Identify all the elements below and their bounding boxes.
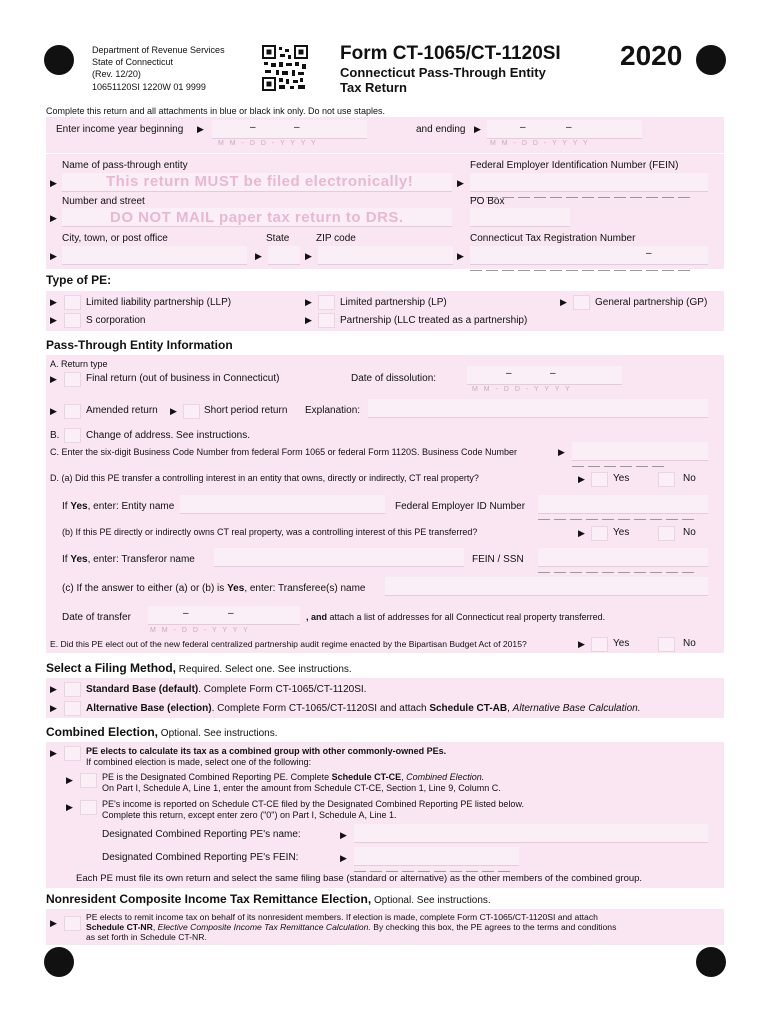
dissolution-label: Date of dissolution: — [351, 373, 437, 384]
return-type-label: A. Return type — [50, 359, 108, 369]
arrow-icon: ▶ — [50, 297, 57, 307]
pte-info-heading: Pass-Through Entity Information — [46, 338, 233, 352]
fein-digit-slots — [538, 560, 698, 568]
arrow-icon: ▶ — [305, 251, 312, 261]
date-separator: – — [506, 368, 512, 379]
explanation-label: Explanation: — [305, 405, 361, 416]
qr-code-icon — [262, 45, 308, 91]
date-separator: – — [228, 608, 234, 619]
llp-checkbox[interactable] — [64, 295, 81, 310]
entity-name-label: Name of pass-through entity — [62, 160, 188, 171]
ink-instructions: Complete this return and all attachments in blue or black ink only. Do not use staples. — [46, 106, 386, 116]
amended-return-label: Amended return — [86, 405, 158, 416]
designated-pe-label: PE is the Designated Combined Reporting PE. Complete Schedule CT-CE, Combined Election. — [102, 772, 485, 782]
arrow-icon: ▶ — [197, 124, 204, 134]
arrow-icon: ▶ — [170, 406, 177, 416]
member-pe-label: PE's income is reported on Schedule CT-CE filed by the Designated Combined Reporting PE listed below. — [102, 799, 524, 809]
member-pe-line2: Complete this return, except enter zero ("0") on Part I, Schedule A, Line 1. — [102, 810, 397, 820]
arrow-icon: ▶ — [457, 178, 464, 188]
revision: (Rev. 12/20) — [92, 69, 141, 79]
date-separator: – — [250, 122, 256, 133]
income-year-begin-input[interactable] — [212, 120, 367, 139]
fein-label: Federal Employer Identification Number (FEIN) — [470, 160, 679, 171]
date-transfer-input[interactable] — [148, 606, 300, 625]
zip-input[interactable] — [318, 246, 453, 265]
nonresident-line2: Schedule CT-NR, Elective Composite Income Tax Remittance Calculation. By checking this box, the PE agrees to the terms and conditions — [86, 922, 617, 932]
short-period-label: Short period return — [204, 405, 288, 416]
transfer-entity-name-input[interactable] — [180, 495, 385, 514]
street-label: Number and street — [62, 196, 145, 207]
fed-emp-id-label: Federal Employer ID Number — [395, 501, 526, 512]
arrow-icon: ▶ — [578, 474, 585, 484]
arrow-icon: ▶ — [50, 374, 57, 384]
s-corp-label: S corporation — [86, 315, 146, 326]
yes-label: Yes — [613, 473, 630, 484]
dept-name: Department of Revenue Services — [92, 45, 225, 55]
lp-checkbox[interactable] — [318, 295, 335, 310]
item-b-letter: B. — [50, 430, 60, 441]
combined-group-note: Each PE must file its own return and select the same filing base (standard or alternative) as the other members of the combined group. — [76, 873, 643, 884]
ct-reg-separator: – — [646, 248, 652, 259]
arrow-icon: ▶ — [340, 830, 347, 840]
combined-election-heading: Combined Election, Optional. See instructions. — [46, 725, 278, 739]
registration-mark-top-right — [696, 45, 726, 75]
city-input[interactable] — [62, 246, 247, 265]
designated-pe-checkbox[interactable] — [80, 773, 97, 788]
arrow-icon: ▶ — [50, 178, 57, 188]
no-label: No — [683, 527, 696, 538]
income-year-begin-label: Enter income year beginning — [56, 124, 184, 135]
business-code-label: C. Enter the six-digit Business Code Number from federal Form 1065 or federal Form 1120S. Business Code Number — [50, 447, 518, 457]
fein-digit-slots — [354, 859, 514, 867]
arrow-icon: ▶ — [457, 251, 464, 261]
combined-election-subtext: If combined election is made, select one of the following: — [86, 757, 312, 767]
nonresident-line3: as set forth in Schedule CT-NR. — [86, 932, 207, 942]
bba-yes-checkbox[interactable] — [591, 637, 608, 652]
arrow-icon: ▶ — [66, 802, 73, 812]
arrow-icon: ▶ — [50, 315, 57, 325]
nonresident-line1: PE elects to remit income tax on behalf of its nonresident members. If election is made, complete Form CT-1065/CT-1120SI and attach — [86, 912, 598, 922]
arrow-icon: ▶ — [50, 213, 57, 223]
arrow-icon: ▶ — [560, 297, 567, 307]
arrow-icon: ▶ — [50, 748, 57, 758]
transferor-name-label: If Yes, enter: Transferor name — [62, 554, 195, 565]
no-label: No — [683, 473, 696, 484]
transfer-a-no-checkbox[interactable] — [658, 472, 675, 487]
s-corp-checkbox[interactable] — [64, 313, 81, 328]
state-label: State — [266, 233, 290, 244]
transfer-a-yes-checkbox[interactable] — [591, 472, 608, 487]
arrow-icon: ▶ — [558, 447, 565, 457]
type-pe-heading: Type of PE: — [46, 273, 112, 287]
arrow-icon: ▶ — [50, 703, 57, 713]
arrow-icon: ▶ — [50, 684, 57, 694]
explanation-input[interactable] — [368, 399, 708, 418]
income-year-end-input[interactable] — [487, 120, 642, 139]
state-input[interactable] — [268, 246, 300, 265]
gp-checkbox[interactable] — [573, 295, 590, 310]
arrow-icon: ▶ — [50, 918, 57, 928]
dcr-pe-name-label: Designated Combined Reporting PE's name: — [102, 829, 301, 840]
form-subtitle-2: Tax Return — [340, 80, 407, 95]
registration-mark-bottom-right — [696, 947, 726, 977]
alternative-base-checkbox[interactable] — [64, 701, 81, 716]
po-box-label: PO Box — [470, 196, 505, 207]
designated-pe-line2: On Part I, Schedule A, Line 1, enter the amount from Schedule CT-CE, Section 1, Line 9, Column C. — [102, 783, 501, 793]
final-return-checkbox[interactable] — [64, 372, 81, 387]
date-format-hint: M M - D D - Y Y Y Y — [150, 627, 250, 634]
standard-base-label: Standard Base (default). Complete Form CT-1065/CT-1120SI. — [86, 684, 367, 695]
city-label: City, town, or post office — [62, 233, 168, 244]
arrow-icon: ▶ — [340, 853, 347, 863]
fein-digit-slots — [470, 185, 694, 193]
efile-watermark: This return MUST be filed electronically! — [106, 173, 414, 190]
yes-label: Yes — [613, 527, 630, 538]
lp-label: Limited partnership (LP) — [340, 297, 447, 308]
ct-reg-label: Connecticut Tax Registration Number — [470, 233, 636, 244]
dcr-pe-name-input[interactable] — [354, 824, 708, 843]
standard-base-checkbox[interactable] — [64, 682, 81, 697]
registration-mark-bottom-left — [44, 947, 74, 977]
nonresident-election-checkbox[interactable] — [64, 916, 81, 931]
ct-reg-digit-slots — [470, 258, 694, 266]
date-separator: – — [566, 122, 572, 133]
nonresident-heading: Nonresident Composite Income Tax Remittance Election, Optional. See instructions. — [46, 892, 491, 906]
business-code-digit-slots — [572, 454, 668, 462]
date-format-hint: M M - D D - Y Y Y Y — [472, 386, 572, 393]
llc-checkbox[interactable] — [318, 313, 335, 328]
llc-label: Partnership (LLC treated as a partnership) — [340, 315, 528, 326]
bba-no-checkbox[interactable] — [658, 637, 675, 652]
transferee-name-label: (c) If the answer to either (a) or (b) is Yes, enter: Transferee(s) name — [62, 583, 366, 594]
state-name: State of Connecticut — [92, 57, 174, 67]
filing-method-heading: Select a Filing Method, Required. Select one. See instructions. — [46, 661, 352, 675]
zip-label: ZIP code — [316, 233, 356, 244]
short-period-checkbox[interactable] — [183, 404, 200, 419]
date-format-hint: M M - D D - Y Y Y Y — [490, 140, 590, 147]
no-mail-watermark: DO NOT MAIL paper tax return to DRS. — [110, 209, 404, 226]
transfer-question-a: D. (a) Did this PE transfer a controlling interest in an entity that owns, directly or indirectly, CT real property? — [50, 473, 479, 483]
tax-year: 2020 — [620, 40, 683, 71]
income-year-end-label: and ending — [416, 124, 466, 135]
form-title: Form CT-1065/CT-1120SI — [340, 43, 561, 64]
member-pe-checkbox[interactable] — [80, 800, 97, 815]
transferor-name-input[interactable] — [214, 548, 464, 567]
fein-ssn-label: FEIN / SSN — [472, 554, 524, 565]
gp-label: General partnership (GP) — [595, 297, 708, 308]
combined-election-checkbox[interactable] — [64, 746, 81, 761]
arrow-icon: ▶ — [474, 124, 481, 134]
attach-addresses-text: , and attach a list of addresses for all Connecticut real property transferred. — [306, 612, 606, 622]
fein-digit-slots — [538, 507, 698, 515]
combined-election-label: PE elects to calculate its tax as a combined group with other commonly-owned PEs. — [86, 746, 447, 756]
arrow-icon: ▶ — [66, 775, 73, 785]
arrow-icon: ▶ — [578, 528, 585, 538]
dissolution-date-input[interactable] — [467, 366, 622, 385]
bba-election-question: E. Did this PE elect out of the new federal centralized partnership audit regime enacted by the Bipartisan Budget Act of 2015? — [50, 639, 527, 649]
amended-return-checkbox[interactable] — [64, 404, 81, 419]
po-box-input[interactable] — [470, 208, 570, 227]
no-label: No — [683, 638, 696, 649]
transfer-b-yes-checkbox[interactable] — [591, 526, 608, 541]
date-separator: – — [520, 122, 526, 133]
form-code: 10651120SI 1220W 01 9999 — [92, 82, 206, 92]
form-subtitle-1: Connecticut Pass-Through Entity — [340, 65, 546, 80]
change-address-label: Change of address. See instructions. — [86, 430, 250, 441]
dcr-pe-fein-label: Designated Combined Reporting PE's FEIN: — [102, 852, 299, 863]
date-separator: – — [294, 122, 300, 133]
arrow-icon: ▶ — [50, 251, 57, 261]
entity-name-if-yes-label: If Yes, enter: Entity name — [62, 501, 175, 512]
arrow-icon: ▶ — [255, 251, 262, 261]
transfer-question-b: (b) If this PE directly or indirectly owns CT real property, was a controlling interest of this PE transferred? — [62, 527, 478, 537]
arrow-icon: ▶ — [50, 406, 57, 416]
date-separator: – — [183, 608, 189, 619]
registration-mark-top-left — [44, 45, 74, 75]
date-format-hint: M M - D D - Y Y Y Y — [218, 140, 318, 147]
llp-label: Limited liability partnership (LLP) — [86, 297, 232, 308]
yes-label: Yes — [613, 638, 630, 649]
date-transfer-label: Date of transfer — [62, 612, 131, 623]
transfer-b-no-checkbox[interactable] — [658, 526, 675, 541]
transferee-name-input[interactable] — [385, 577, 708, 596]
change-address-checkbox[interactable] — [64, 428, 81, 443]
date-separator: – — [550, 368, 556, 379]
arrow-icon: ▶ — [305, 297, 312, 307]
arrow-icon: ▶ — [305, 315, 312, 325]
final-return-label: Final return (out of business in Connecticut) — [86, 373, 280, 384]
arrow-icon: ▶ — [578, 639, 585, 649]
alternative-base-label: Alternative Base (election). Complete Form CT-1065/CT-1120SI and attach Schedule CT-AB, Alternative Base Calculation. — [86, 703, 641, 714]
